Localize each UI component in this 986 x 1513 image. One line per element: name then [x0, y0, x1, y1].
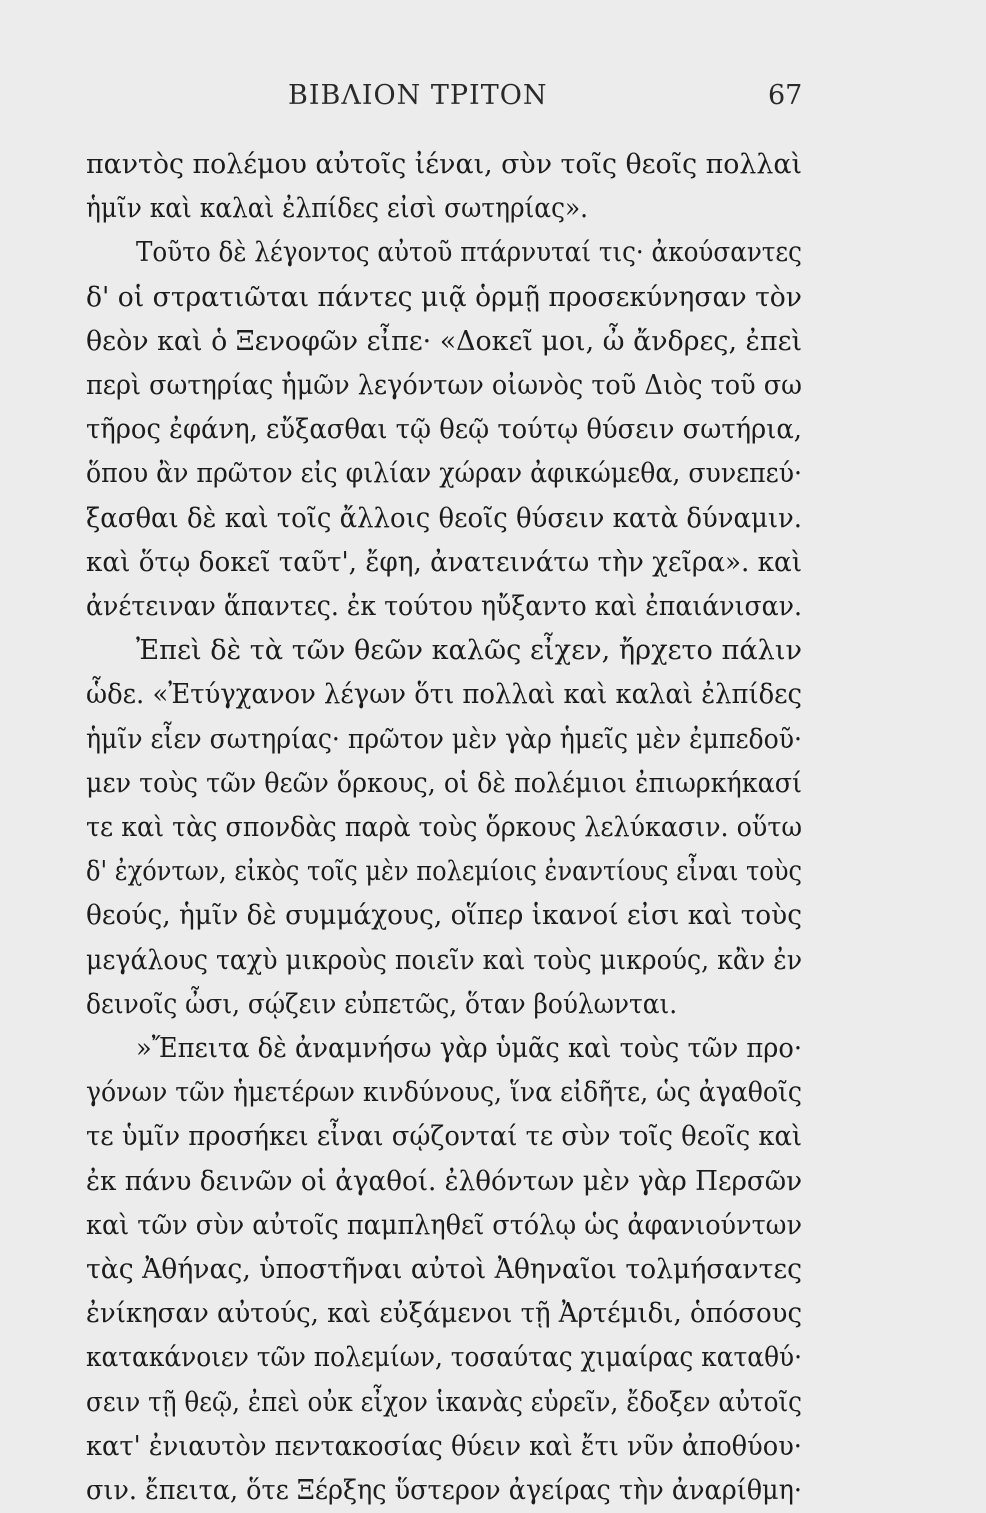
text-line: Τοῦτο δὲ λέγοντος αὐτοῦ πτάρνυταί τις· ἀκούσαντες — [136, 237, 802, 269]
text-line: ἡμῖν εἶεν σωτηρίας· πρῶτον μὲν γὰρ ἡμεῖς μὲν ἐμπεδοῦ· — [86, 723, 803, 755]
text-line: καὶ τῶν σὺν αὐτοῖς παμπληθεῖ στόλῳ ὡς ἀφανιούντων — [86, 1209, 802, 1241]
text-line: ὧδε. «Ἐτύγχανον λέγων ὅτι πολλαὶ καὶ καλαὶ ἐλπίδες — [86, 679, 802, 711]
text-line: καὶ ὅτῳ δοκεῖ ταῦτ', ἔφη, ἀνατεινάτω τὴν χεῖρα». καὶ — [86, 546, 803, 578]
text-line: »Ἔπειτα δὲ ἀναμνήσω γὰρ ὑμᾶς καὶ τοὺς τῶν προ· — [136, 1033, 803, 1064]
text-line: γόνων τῶν ἡμετέρων κινδύνους, ἵνα εἰδῆτε, ὡς ἀγαθοῖς — [86, 1077, 803, 1109]
text-line: δ' ἐχόντων, εἰκὸς τοῖς μὲν πολεμίοις ἐναντίους εἶναι τοὺς — [86, 856, 802, 888]
text-line: κατ' ἐνιαυτὸν πεντακοσίας θύειν καὶ ἔτι νῦν ἀποθύου· — [86, 1430, 802, 1462]
page-header — [0, 80, 986, 124]
text-line: ἡμῖν καὶ καλαὶ ἐλπίδες εἰσὶ σωτηρίας». — [86, 193, 589, 225]
text-line: τε καὶ τὰς σπονδὰς παρὰ τοὺς ὅρκους λελύκασιν. οὕτω — [86, 812, 803, 843]
text-line: ἐκ πάνυ δεινῶν οἱ ἀγαθοί. ἐλθόντων μὲν γὰρ Περσῶν — [86, 1165, 803, 1197]
text-line: τὰς Ἀθήνας, ὑποστῆναι αὐτοὶ Ἀθηναῖοι τολμήσαντες — [86, 1254, 803, 1285]
text-line: μεγάλους ταχὺ μικροὺς ποιεῖν καὶ τοὺς μικρούς, κἂν ἐν — [86, 944, 803, 976]
text-line: τῆρος ἐφάνη, εὔξασθαι τῷ θεῷ τούτῳ θύσειν σωτήρια, — [86, 414, 802, 446]
text-line: μεν τοὺς τῶν θεῶν ὅρκους, οἱ δὲ πολέμιοι ἐπιωρκήκασί — [86, 767, 802, 799]
text-line: ἐνίκησαν αὐτούς, καὶ εὐξάμενοι τῇ Ἀρτέμιδι, ὁπόσους — [86, 1298, 803, 1330]
page-number: 67 — [768, 80, 803, 111]
text-line: δεινοῖς ὦσι, σῴζειν εὐπετῶς, ὅταν βούλωνται. — [86, 988, 678, 1020]
text-line: δ' οἱ στρατιῶται πάντες μιᾷ ὁρμῇ προσεκύνησαν τὸν — [86, 281, 802, 313]
running-title: ΒΙΒΛΙΟΝ ΤΡΙΤΟΝ — [288, 80, 548, 111]
text-line: Ἐπεὶ δὲ τὰ τῶν θεῶν καλῶς εἶχεν, ἤρχετο πάλιν — [136, 635, 802, 667]
text-line: σειν τῇ θεῷ, ἐπεὶ οὐκ εἶχον ἱκανὰς εὑρεῖν, ἔδοξεν αὐτοῖς — [86, 1386, 802, 1418]
text-line: θεὸν καὶ ὁ Ξενοφῶν εἶπε· «Δοκεῖ μοι, ὦ ἄνδρες, ἐπεὶ — [86, 325, 803, 357]
text-line: τε ὑμῖν προσήκει εἶναι σῴζονταί τε σὺν τοῖς θεοῖς καὶ — [86, 1121, 803, 1153]
text-line: περὶ σωτηρίας ἡμῶν λεγόντων οἰωνὸς τοῦ Διὸς τοῦ σω — [86, 370, 803, 401]
text-line: ἀνέτειναν ἅπαντες. ἐκ τούτου ηὔξαντο καὶ ἐπαιάνισαν. — [86, 591, 802, 622]
text-line: ξασθαι δὲ καὶ τοῖς ἄλλοις θεοῖς θύσειν κατὰ δύναμιν. — [86, 502, 802, 534]
text-line: κατακάνοιεν τῶν πολεμίων, τοσαύτας χιμαίρας καταθύ· — [86, 1342, 803, 1374]
text-line: παντὸς πολέμου αὐτοῖς ἰέναι, σὺν τοῖς θεοῖς πολλαὶ — [86, 149, 802, 180]
text-line: σιν. ἔπειτα, ὅτε Ξέρξης ὕστερον ἀγείρας τὴν ἀναρίθμη· — [86, 1475, 802, 1506]
text-line: ὅπου ἂν πρῶτον εἰς φιλίαν χώραν ἀφικώμεθα, συνεπεύ· — [86, 458, 803, 490]
text-line: θεούς, ἡμῖν δὲ συμμάχους, οἵπερ ἱκανοί εἰσι καὶ τοὺς — [86, 900, 802, 932]
